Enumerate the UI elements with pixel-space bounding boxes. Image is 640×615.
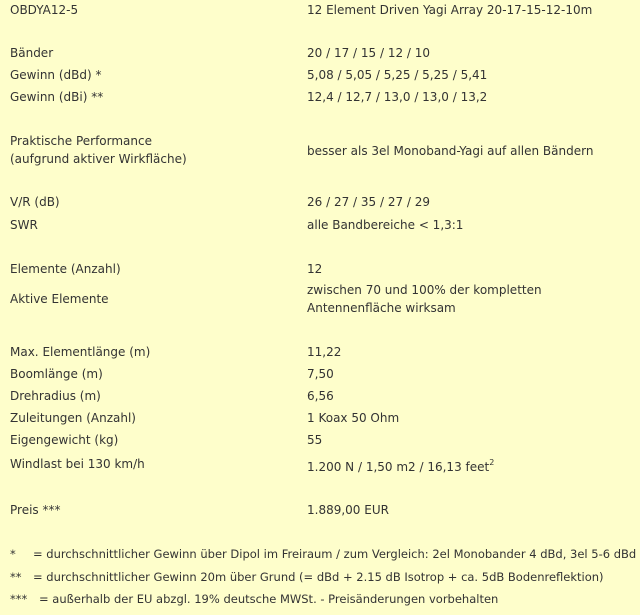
footnote-mark: ** [10,570,22,584]
performance-label [10,132,187,168]
model-description: 12 Element Driven Yagi Array 20-17-15-12-10m [307,3,593,17]
windload-value [307,458,494,476]
element-length-label: Max. Elementlänge (m) [10,345,151,359]
windload-superscript: 2 [489,458,495,467]
footnote-text: = durchschnittlicher Gewinn über Dipol im Freiraum / zum Vergleich: 2el Monobander 4 dBd, 3el 5-6 dBd [33,547,637,561]
boom-length-value: 7,50 [307,367,334,381]
windload-label: Windlast bei 130 km/h [10,457,145,471]
swr-value: alle Bandbereiche < 1,3:1 [307,218,464,232]
active-elements-label: Aktive Elemente [10,292,109,306]
footnote-3 [10,590,498,608]
footnote-2 [10,568,604,586]
swr-label: SWR [10,218,38,232]
footnote-text: = durchschnittlicher Gewinn 20m über Grund (= dBd + 2.15 dB Isotrop + ca. 5dB Bodenreflektion) [33,570,604,584]
performance-value: besser als 3el Monoband-Yagi auf allen Bändern [307,144,594,158]
vr-label: V/R (dB) [10,195,60,209]
element-length-value: 11,22 [307,345,342,359]
footnote-1 [10,545,636,563]
weight-value: 55 [307,433,323,447]
boom-length-label: Boomlänge (m) [10,367,103,381]
elements-value: 12 [307,262,323,276]
footnote-mark: * [10,547,16,561]
footnote-mark: *** [10,592,28,606]
feedlines-value: 1 Koax 50 Ohm [307,411,400,425]
elements-label: Elemente (Anzahl) [10,262,121,276]
gain-dbi-value: 12,4 / 12,7 / 13,0 / 13,0 / 13,2 [307,90,488,104]
model-name: OBDYA12-5 [10,3,79,17]
price-value: 1.889,00 EUR [307,503,389,517]
price-label: Preis *** [10,503,61,517]
performance-label-line2: (aufgrund aktiver Wirkfläche) [10,152,187,166]
gain-dbi-label: Gewinn (dBi) ** [10,90,104,104]
feedlines-label: Zuleitungen (Anzahl) [10,411,136,425]
weight-label: Eigengewicht (kg) [10,433,119,447]
performance-label-line1: Praktische Performance [10,134,152,148]
bands-label: Bänder [10,46,54,60]
gain-dbd-label: Gewinn (dBd) * [10,68,102,82]
bands-value: 20 / 17 / 15 / 12 / 10 [307,46,431,60]
active-elements-value: zwischen 70 und 100% der kompletten Antennenfläche wirksam [307,283,542,315]
vr-value: 26 / 27 / 35 / 27 / 29 [307,195,431,209]
turning-radius-label: Drehradius (m) [10,389,101,403]
turning-radius-value: 6,56 [307,389,334,403]
footnote-text: = außerhalb der EU abzgl. 19% deutsche MWSt. - Preisänderungen vorbehalten [39,592,499,606]
windload-value-text: 1.200 N / 1,50 m2 / 16,13 feet [307,460,490,474]
gain-dbd-value: 5,08 / 5,05 / 5,25 / 5,25 / 5,41 [307,68,488,82]
